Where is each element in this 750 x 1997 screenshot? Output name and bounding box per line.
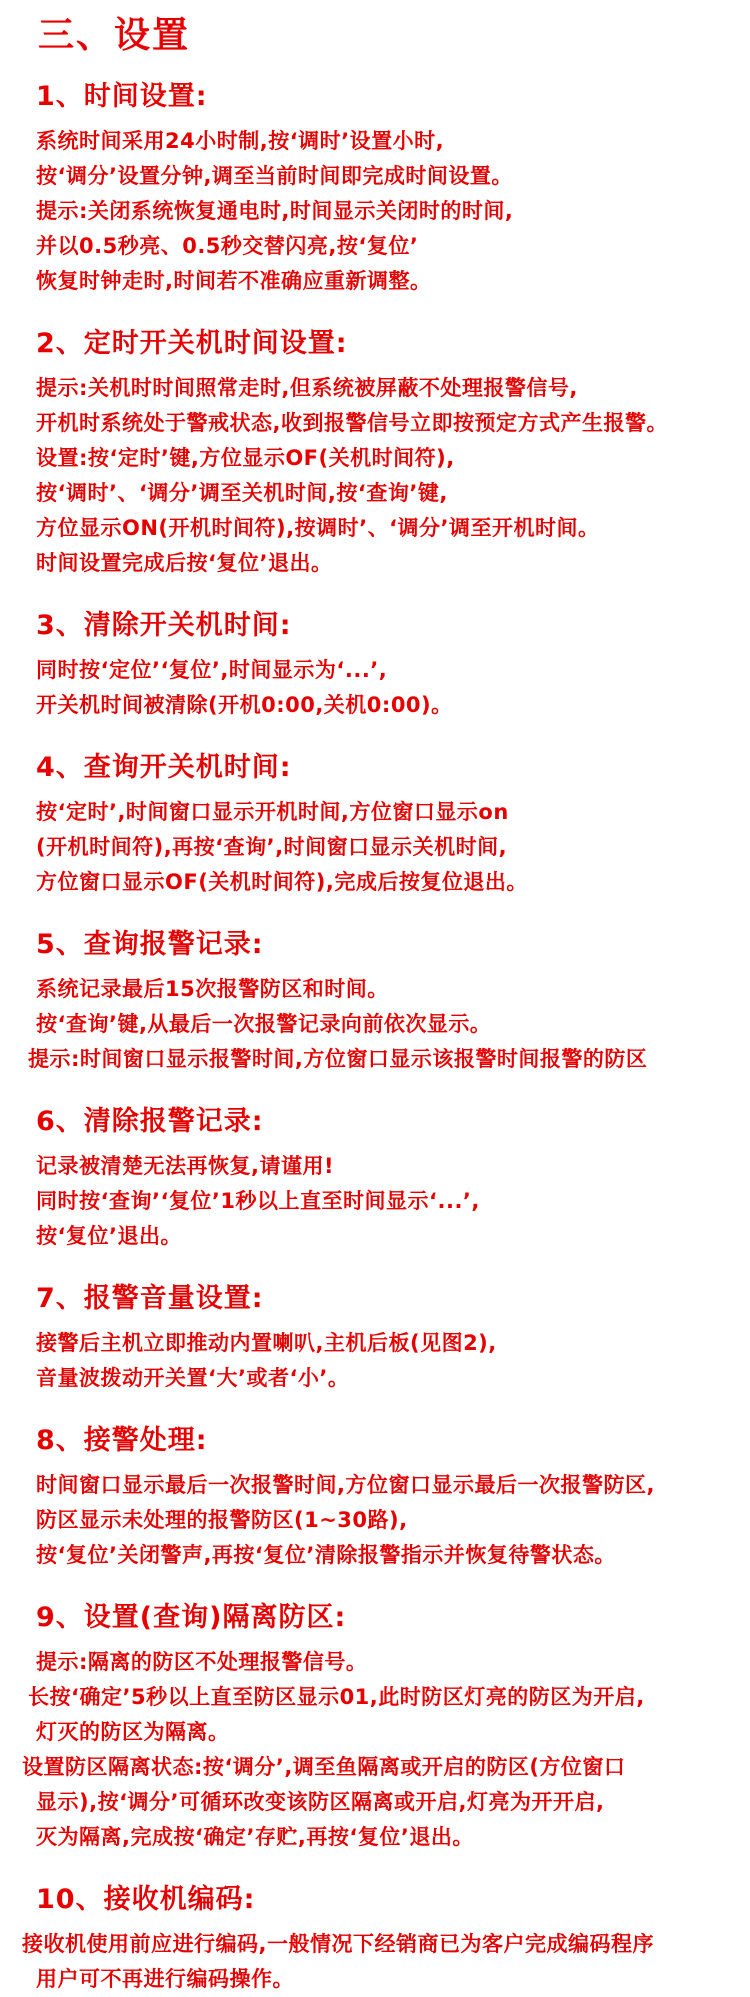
text-line: 方位显示ON(开机时间符),按调时’、‘调分’调至开机时间。 <box>36 516 600 540</box>
text-line: 方位窗口显示OF(关机时间符),完成后按复位退出。 <box>36 870 528 894</box>
text-line: 防区显示未处理的报警防区(1~30路), <box>36 1508 408 1532</box>
text-line: 提示:关机时时间照常走时,但系统被屏蔽不处理报警信号, <box>36 376 578 400</box>
text-line: 灯灭的防区为隔离。 <box>36 1720 230 1744</box>
section-title: 2、定时开关机时间设置: <box>36 328 348 359</box>
section-clear-on-off <box>0 609 750 723</box>
text-line: (开机时间符),再按‘查询’,时间窗口显示关机时间, <box>36 835 508 859</box>
text-line: 按‘调时’、‘调分’调至关机时间,按‘查询’键, <box>36 481 448 505</box>
text-line: 并以0.5秒亮、0.5秒交替闪亮,按‘复位’ <box>36 234 419 258</box>
text-line: 音量波拨动开关置‘大’或者‘小’。 <box>36 1366 350 1390</box>
text-line: 按‘调分’设置分钟,调至当前时间即完成时间设置。 <box>36 164 513 188</box>
section-title: 6、清除报警记录: <box>36 1106 264 1137</box>
section-query-alarm-log <box>0 928 750 1077</box>
text-line: 同时按‘查询’‘复位’1秒以上直至时间显示‘...’, <box>36 1189 480 1213</box>
section-timer-on-off <box>0 327 750 581</box>
section-receiver-coding <box>0 1883 750 1997</box>
text-line: 按‘定时’,时间窗口显示开机时间,方位窗口显示on <box>36 800 509 824</box>
section-alarm-handling <box>0 1424 750 1573</box>
section-time-setting <box>0 80 750 299</box>
text-line: 同时按‘定位’‘复位’,时间显示为‘...’, <box>36 658 388 682</box>
section-title: 1、时间设置: <box>36 81 208 112</box>
text-line: 接警后主机立即推动内置喇叭,主机后板(见图2), <box>36 1331 497 1355</box>
section-title: 8、接警处理: <box>36 1425 208 1456</box>
section-alarm-volume <box>0 1282 750 1396</box>
text-line: 开机时系统处于警戒状态,收到报警信号立即按预定方式产生报警。 <box>36 411 668 435</box>
text-line: 按‘复位’退出。 <box>36 1224 182 1248</box>
text-line: 按‘查询’键,从最后一次报警记录向前依次显示。 <box>36 1012 492 1036</box>
text-line: 设置防区隔离状态:按‘调分’,调至鱼隔离或开启的防区(方位窗口 <box>22 1755 626 1779</box>
section-title: 5、查询报警记录: <box>36 929 264 960</box>
text-line: 长按‘确定’5秒以上直至防区显示01,此时防区灯亮的防区为开启, <box>28 1685 645 1709</box>
section-title: 3、清除开关机时间: <box>36 610 292 641</box>
text-line: 按‘复位’关闭警声,再按‘复位’清除报警指示并恢复待警状态。 <box>36 1543 616 1567</box>
text-line: 灭为隔离,完成按‘确定’存贮,再按‘复位’退出。 <box>36 1825 474 1849</box>
text-line: 开关机时间被清除(开机0:00,关机0:00)。 <box>36 693 453 717</box>
text-line: 恢复时钟走时,时间若不准确应重新调整。 <box>36 269 432 293</box>
text-line: 系统记录最后15次报警防区和时间。 <box>36 977 389 1001</box>
section-title: 10、接收机编码: <box>36 1884 256 1915</box>
section-title: 9、设置(查询)隔离防区: <box>36 1602 347 1633</box>
text-line: 时间设置完成后按‘复位’退出。 <box>36 551 333 575</box>
text-line: 用户可不再进行编码操作。 <box>36 1967 294 1991</box>
page-title: 三、设置 <box>38 15 191 56</box>
text-line: 系统时间采用24小时制,按‘调时’设置小时, <box>36 129 445 153</box>
text-line: 提示:关闭系统恢复通电时,时间显示关闭时的时间, <box>36 199 514 223</box>
section-clear-alarm-log <box>0 1105 750 1254</box>
text-line: 接收机使用前应进行编码,一般情况下经销商已为客户完成编码程序 <box>22 1932 654 1956</box>
text-line: 记录被清楚无法再恢复,请谨用! <box>36 1154 335 1178</box>
text-line: 时间窗口显示最后一次报警时间,方位窗口显示最后一次报警防区, <box>36 1473 655 1497</box>
text-line: 设置:按‘定时’键,方位显示OF(关机时间符), <box>36 446 455 470</box>
text-line: 提示:时间窗口显示报警时间,方位窗口显示该报警时间报警的防区 <box>28 1047 648 1071</box>
text-line: 显示),按‘调分’可循环改变该防区隔离或开启,灯亮为开开启, <box>36 1790 605 1814</box>
section-title: 7、报警音量设置: <box>36 1283 264 1314</box>
section-title: 4、查询开关机时间: <box>36 752 292 783</box>
section-isolate-zone <box>0 1601 750 1855</box>
text-line: 提示:隔离的防区不处理报警信号。 <box>36 1650 368 1674</box>
section-query-on-off <box>0 751 750 900</box>
